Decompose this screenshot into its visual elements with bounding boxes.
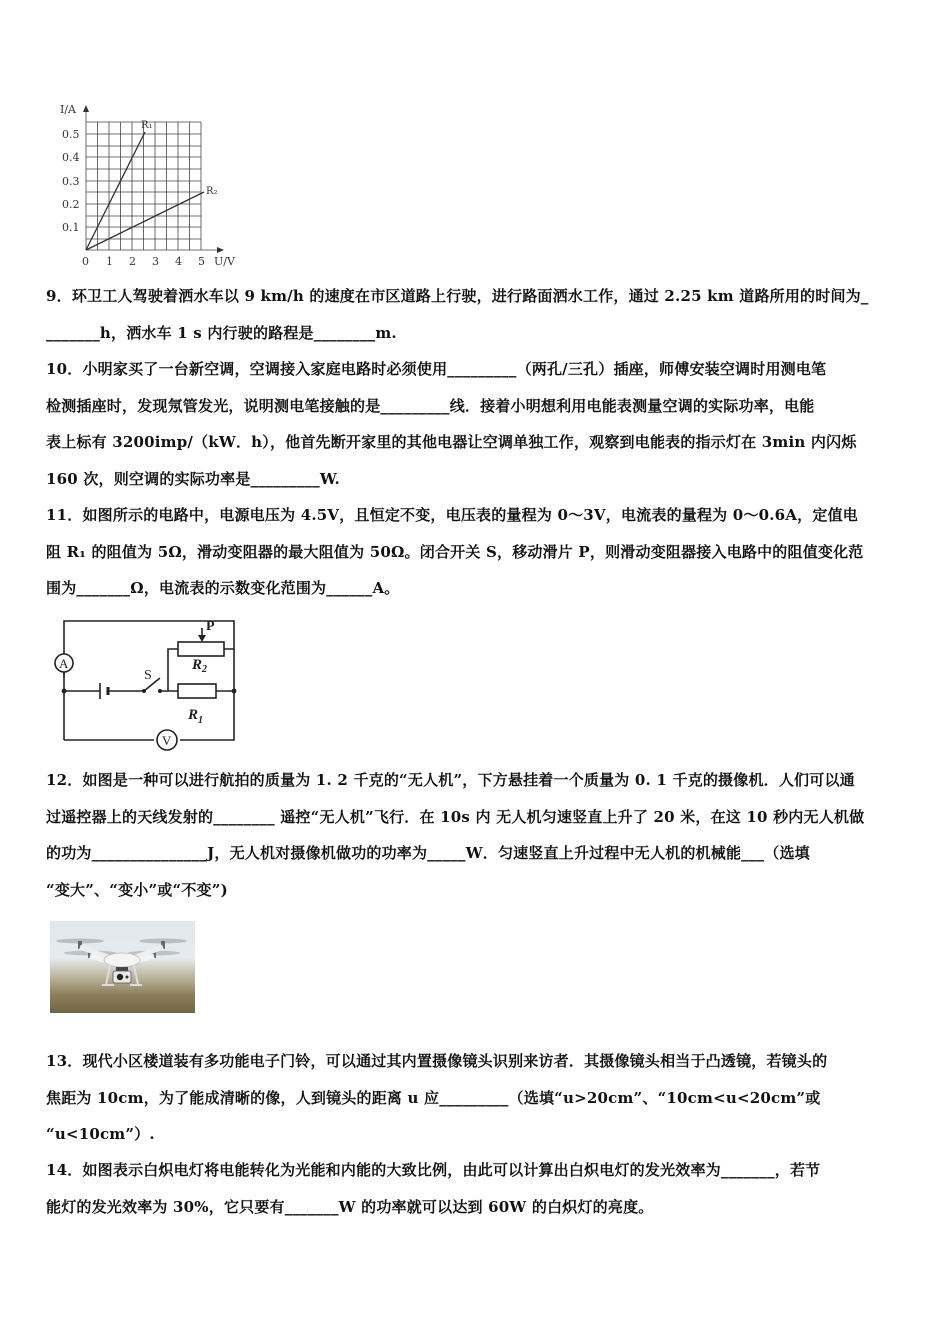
question-9-line: 9．环卫工人驾驶着洒水车以 9 km/h 的速度在市区道路上行驶，进行路面洒水工作，通过 2.25 km 道路所用的时间为_ [46, 287, 869, 305]
question-12-line: 的功为_______________J，无人机对摄像机做功的功率为_____W．匀速竖直上升过程中无人机的机械能___（选填 [46, 844, 810, 862]
voltmeter-label: V [162, 733, 172, 748]
question-13-line: 13．现代小区楼道装有多功能电子门铃，可以通过其内置摄像镜头识别来访者．其摄像镜头相当于凸透镜，若镜头的 [46, 1052, 828, 1070]
question-10-line: 检测插座时，发现氖管发光，说明测电笔接触的是_________线．接着小明想利用电能表测量空调的实际功率，电能 [46, 396, 815, 415]
question-12-line: “变大”、“变小”或“不变”) [46, 880, 228, 899]
r1-line [86, 132, 145, 250]
r2-label: R₂ [206, 186, 218, 197]
question-11-line: 11．如图所示的电路中，电源电压为 4.5V，且恒定不变，电压表的量程为 0～3V，电流表的量程为 0～0.6A，定值电 [46, 506, 858, 524]
drone-icon [50, 921, 195, 1013]
drone-photo [50, 921, 195, 1013]
y-axis-label: I/A [60, 103, 76, 116]
slider-arrow-icon [198, 635, 206, 642]
y-axis-arrow-icon [83, 105, 89, 112]
x-tick-label: 4 [175, 255, 182, 268]
question-10-line: 表上标有 3200imp/（kW．h），他首先断开家里的其他电器让空调单独工作，观察到电能表的指示灯在 3min 内闪烁 [46, 433, 857, 451]
r1-label: R₁ [141, 120, 153, 131]
question-11-line: 阻 R₁ 的阻值为 5Ω，滑动变阻器的最大阻值为 50Ω。闭合开关 S，移动滑片 P，则滑动变阻器接入电路中的阻值变化范 [46, 542, 864, 561]
x-tick-label: 1 [106, 255, 113, 268]
question-10-line: 160 次，则空调的实际功率是_________W. [46, 469, 340, 488]
r1-resistor [178, 684, 216, 698]
question-14-line: 能灯的发光效率为 30%，它只要有_______W 的功率就可以达到 60W 的白炽灯的亮度。 [46, 1197, 654, 1216]
y-tick-label: 0.3 [62, 175, 80, 188]
x-tick-label: 2 [129, 255, 136, 268]
question-11 [46, 497, 908, 607]
question-14-line: 14．如图表示白炽电灯将电能转化为光能和内能的大致比例，由此可以计算出白炽电灯的发光效率为_______，若节 [46, 1161, 821, 1179]
y-tick-label: 0.5 [62, 128, 80, 141]
question-11-line: 围为_______Ω，电流表的示数变化范围为______A。 [46, 579, 400, 597]
question-10 [46, 351, 908, 497]
question-10-line: 10．小明家买了一台新空调，空调接入家庭电路时必须使用_________（两孔/三孔）插座，师傅安装空调时用测电笔 [46, 360, 827, 378]
circuit-diagram [48, 615, 248, 755]
x-axis-label: U/V [214, 255, 235, 268]
r1-label: $R_1$ [188, 707, 204, 726]
slider-label: P [206, 619, 215, 634]
switch-label: S [144, 668, 152, 683]
y-tick-label: 0.4 [62, 151, 80, 164]
graph-grid [86, 110, 217, 250]
x-tick-label: 3 [152, 255, 159, 268]
y-tick-label: 0.1 [62, 221, 80, 234]
question-13-line: 焦距为 10cm，为了能成清晰的像，人到镜头的距离 u 应_________（选填“u>20cm”、“10cm<u<20cm”或 [46, 1088, 821, 1107]
r2-label: $R_2$ [192, 657, 208, 675]
question-9-line: _______h，洒水车 1 s 内行驶的路程是________m. [46, 323, 397, 342]
x-axis-arrow-icon [217, 247, 224, 253]
question-13-line: “u<10cm”）. [46, 1125, 155, 1143]
x-tick-label: 5 [198, 255, 205, 268]
question-12-line: 12．如图是一种可以进行航拍的质量为 1. 2 千克的“无人机”，下方悬挂着一个质量为 0. 1 千克的摄像机．人们可以通 [46, 771, 855, 789]
r2-line [86, 192, 204, 250]
iu-graph [52, 100, 247, 270]
question-12-line: 过遥控器上的天线发射的________ 遥控“无人机”飞行．在 10s 内 无人机匀速竖直上升了 20 米，在这 10 秒内无人机做 [46, 807, 865, 826]
question-12 [46, 762, 908, 908]
y-tick-label: 0.2 [62, 198, 80, 211]
question-14 [46, 1152, 908, 1225]
question-9 [46, 278, 908, 351]
question-13 [46, 1043, 908, 1153]
r2-resistor [178, 642, 224, 656]
ammeter-label: A [59, 656, 69, 671]
x-tick-label: 0 [82, 255, 89, 268]
